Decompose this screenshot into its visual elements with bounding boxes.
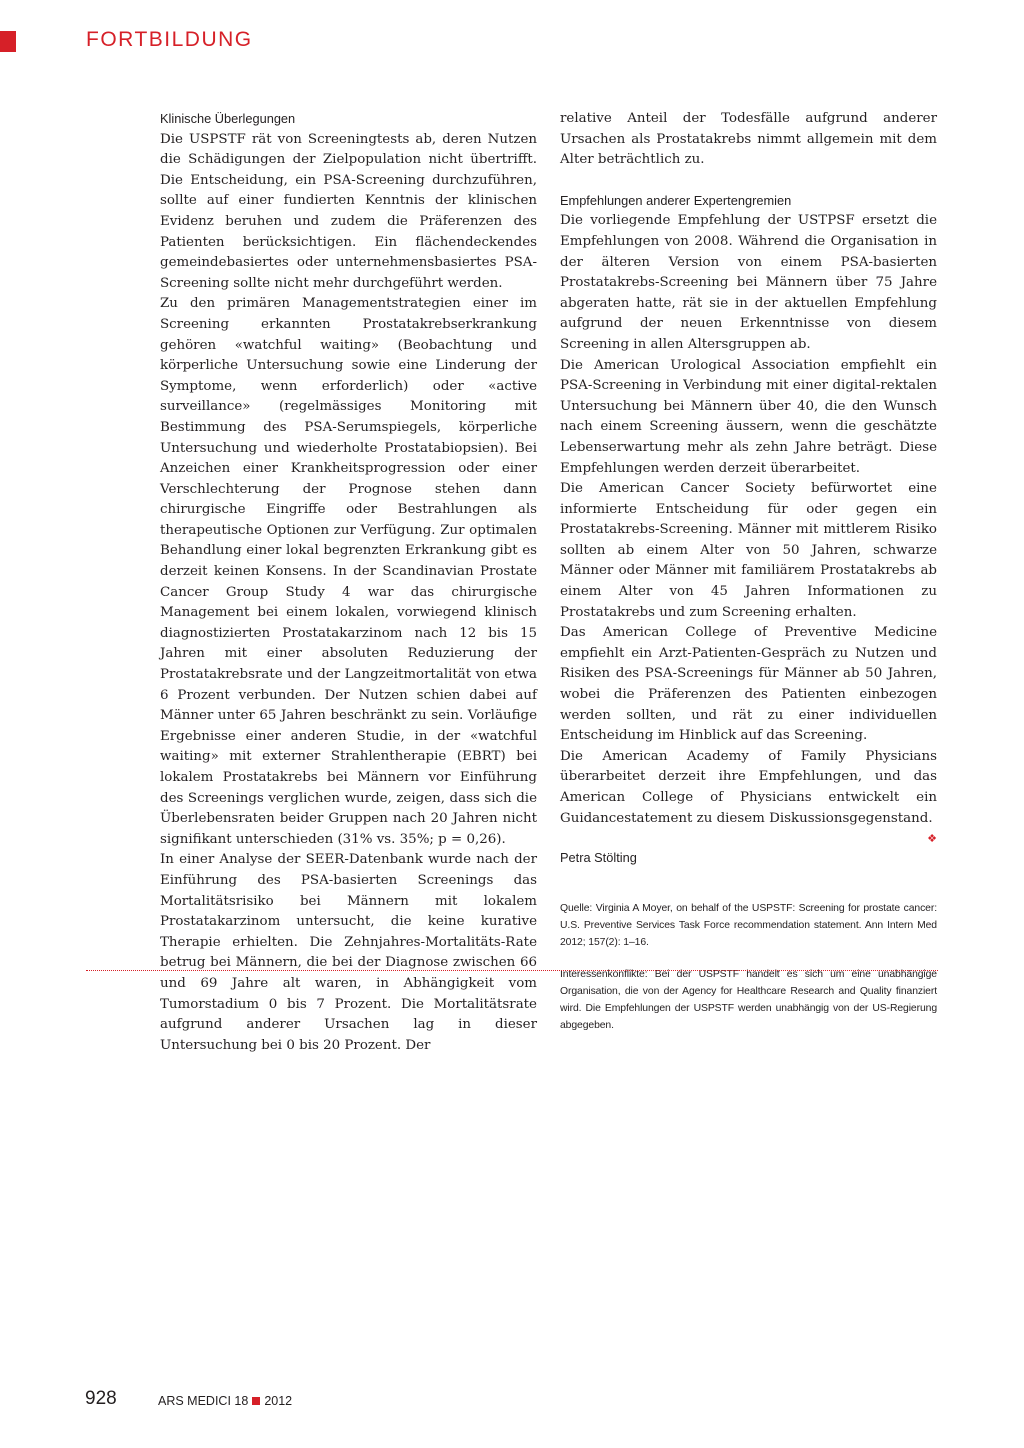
heading-clinical-considerations: Klinische Überlegungen [160, 111, 296, 126]
conflict-of-interest-note: Interessenkonflikte: Bei der USPSTF handelt es sich um eine unabhängige Organisation, die von der Agency for Healthcare Research and Quality finanziert wird. Die Empfehlungen der USPSTF werden unabhängig von der US-Regierung abgegeben. [560, 968, 937, 1031]
publication-name: ARS MEDICI 18 [158, 1394, 249, 1408]
paragraph-last [560, 747, 937, 846]
page-number: 928 [85, 1388, 117, 1409]
paragraph: Die American Urological Association empfiehlt ein PSA-Screening in Verbindung mit einer digital-rektalen Untersuchung bei Männern über 40, die den Wunsch nach einem Screening äussern, wenn die geschätzte Lebenserwartung mehr als zehn Jahre beträgt. Diese Empfehlungen werden derzeit überarbeitet. [560, 357, 937, 476]
paragraph: Zu den primären Managementstrategien einer im Screening erkannten Prostatakrebserkrankung gehören «watchful waiting» (Beobachtung und körperliche Untersuchung sowie eine Linderung der Symptome, wenn erforderlich) oder «active surveillance» (regelmässiges Monitoring mit Bestimmung des PSA-Serumspiegels, körperliche Untersuchung und wiederholte Prostatabiopsien). Bei Anzeichen einer Krankheitsprogression oder einer Verschlechterung der Prognose stehen dann chirurgische Eingriffe oder Bestrahlungen als therapeutische Optionen zur Verfügung. Zur optimalen Behandlung einer lokal begrenzten Erkrankung gibt es derzeit keinen Konsens. In der Scandinavian Prostate Cancer Group Study 4 war das chirurgische Management bei einem lokalen, vorwiegend klinisch diagnostizierten Prostatakarzinom nach 12 bis 15 Jahren mit einer absoluten Reduzierung der Prostatakrebsrate und der Langzeitmortalität von etwa 6 Prozent verbunden. Der Nutzen schien dabei auf Männer unter 65 Jahren beschränkt zu sein. Vorläufige Ergebnisse einer anderen Studie, in der «watchful waiting» mit externer Strahlentherapie (EBRT) bei lokalem Prostatakrebs bei Männern vor Einführung des Screenings verglichen wurde, zeigen, dass sich die Überlebensraten beider Gruppen nach 20 Jahren nicht signifikant unterschieden (31% vs. 35%; p = 0,26). [160, 296, 537, 847]
section-title: FORTBILDUNG [86, 28, 253, 51]
left-column [160, 109, 537, 1056]
dotted-divider [86, 970, 938, 971]
author-name: Petra Stölting [560, 850, 637, 866]
right-column [560, 109, 937, 1034]
paragraph: Die vorliegende Empfehlung der USTPSF ersetzt die Empfehlungen von 2008. Während die Organisation in der älteren Version von einem PSA-basierten Prostatakrebs-Screening bei Männern über 75 Jahre abgeraten hatte, rät sie in der aktuellen Empfehlung aufgrund der neuen Erkenntnisse von diesem Screening in allen Altersgruppen ab. [560, 213, 937, 352]
heading-other-expert-bodies: Empfehlungen anderer Expertengremien [560, 192, 792, 208]
section-color-marker [0, 31, 16, 52]
paragraph: Die American Cancer Society befürwortet eine informierte Entscheidung für oder gegen ein Prostatakrebs-Screening. Männer mit mittlerem Risiko sollten ab einem Alter von 50 Jahren, schwarze Männer oder Männer mit familiärem Prostatakrebs ab einem Alter von 45 Jahren Informationen zu Prostatakrebs und zum Screening erhalten. [560, 481, 937, 620]
paragraph-continuation: relative Anteil der Todesfälle aufgrund anderer Ursachen als Prostatakrebs nimmt allgemein mit dem Alter beträchtlich zu. [560, 111, 937, 168]
source-note: Quelle: Virginia A Moyer, on behalf of the USPSTF: Screening for prostate cancer: U.S. Preventive Services Task Force recommendation statement. Ann Intern Med 2012; 157(2): 1–16. [560, 902, 937, 948]
article-end-icon: ❖ [927, 832, 937, 846]
publication-info [158, 1394, 292, 1408]
publication-year: 2012 [264, 1394, 293, 1408]
paragraph: Die USPSTF rät von Screeningtests ab, deren Nutzen die Schädigungen der Zielpopulation nicht übertrifft. Die Entscheidung, ein PSA-Screening durchzuführen, sollte auf einer fundierten Kenntnis der klinischen Evidenz beruhen und zudem die Präferenzen des Patienten berücksichtigen. Ein flächendeckendes gemeindebasiertes oder unternehmensbasiertes PSA-Screening sollte nicht mehr durchgeführt werden. [160, 131, 537, 291]
paragraph: In einer Analyse der SEER-Datenbank wurde nach der Einführung des PSA-basierten Screenings das Mortalitätsrisiko bei Männern mit lokalem Prostatakarzinom untersucht, die keine kurative Therapie erhielten. Die Zehnjahres-Mortalitäts-Rate betrug bei Männern, die bei der Diagnose zwischen 66 und 69 Jahre alt waren, in Abhängigkeit vom Tumorstadium 0 bis 7 Prozent. Die Mortalitätsrate aufgrund anderer Ursachen lag in dieser Untersuchung bei 0 bis 20 Prozent. Der [160, 852, 537, 1053]
square-separator-icon [252, 1397, 260, 1405]
last-paragraph-text: Die American Academy of Family Physicians überarbeitet derzeit ihre Empfehlungen, und das American College of Physicians entwickelt ein Guidancestatement zu diesem Diskussionsgegenstand. [560, 748, 937, 826]
paragraph: Das American College of Preventive Medicine empfiehlt ein Arzt-Patienten-Gespräch zu Nutzen und Risiken des PSA-Screenings für Männer ab 50 Jahren, wobei die Präferenzen des Patienten einbezogen werden sollten, und rät zu einer individuellen Entscheidung im Hinblick auf das Screening. [560, 625, 937, 744]
